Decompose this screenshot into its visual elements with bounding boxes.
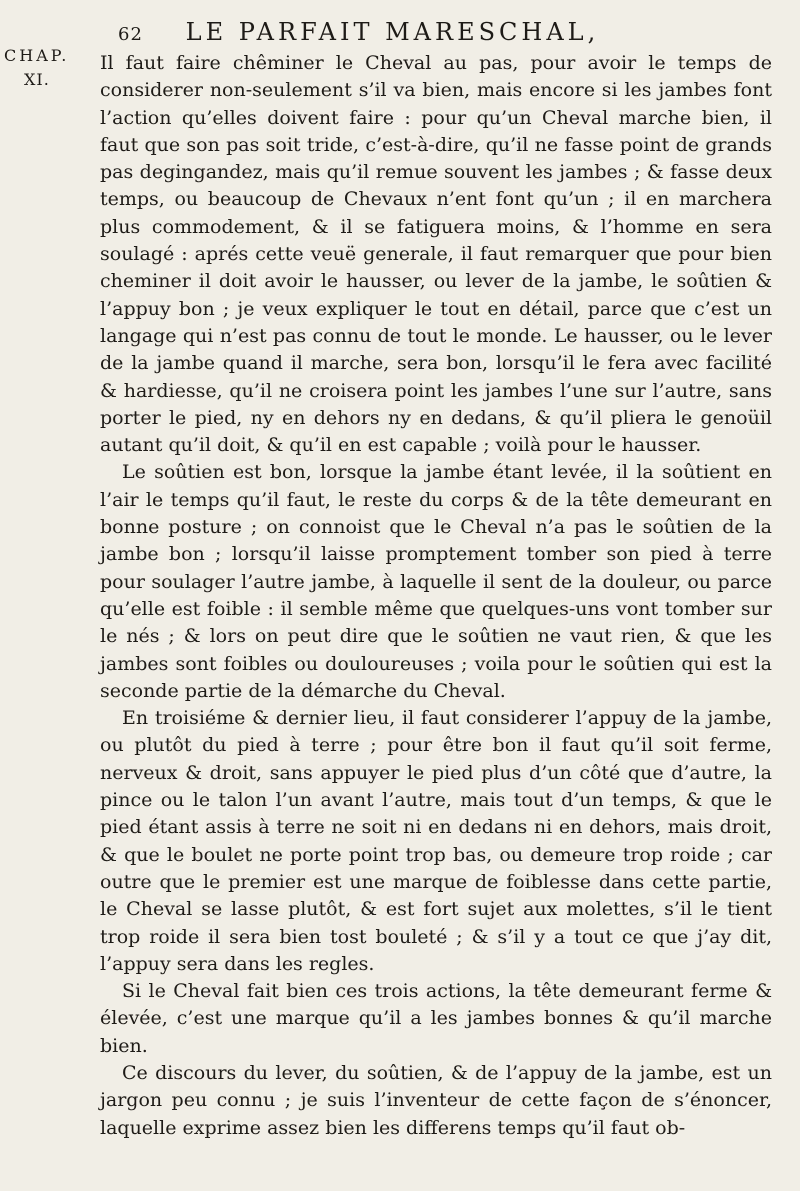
- paragraph: Il faut faire chêminer le Cheval au pas, pour avoir le temps de considerer non-seulement s’il va bien, mais encore si les jambes font l’action qu’elles doivent faire : pour qu’un Cheval marche bien, il faut que son pas soit tride, c’est-à-dire, qu’il ne fasse point de grands pas degingandez, mais qu’il remue souvent les jambes ; & fasse deux temps, ou beaucoup de Chevaux n’ent font qu’un ; il en marchera plus commodement, & il se fatiguera moins, & l’homme en sera soulagé : aprés cette veuë generale, il faut remarquer que pour bien cheminer il doit avoir le hausser, ou lever de la jambe, le soûtien & l’appuy bon ; je veux expliquer le tout en détail, parce que c’est un langage qui n’est pas connu de tout le monde. Le hausser, ou le lever de la jambe quand il marche, sera bon, lorsqu’il le fera avec facilité & hardiesse, qu’il ne croisera point les jambes l’une sur l’autre, sans porter le pied, ny en dehors ny en dedans, & qu’il pliera le genoüil autant qu’il doit, & qu’il en est capable ; voilà pour le hausser.: [100, 52, 772, 457]
- paragraph: Si le Cheval fait bien ces trois actions, la tête demeurant ferme & élevée, c’est une marque qu’il a les jambes bonnes & qu’il marche bien.: [100, 980, 772, 1057]
- paragraph: Ce discours du lever, du soûtien, & de l’appuy de la jambe, est un jargon peu connu ; je suis l’inventeur de cette façon de s’énoncer, laquelle exprime assez bien les differens temps qu’il faut ob-: [100, 1061, 772, 1139]
- margin-chapter-number: XI.: [24, 70, 50, 89]
- margin-chapter: CHAP.: [4, 46, 70, 65]
- paragraph: Le soûtien est bon, lorsque la jambe étant levée, il la soûtient en l’air le temps qu’il faut, le reste du corps & de la tête demeurant en bonne posture ; on connoist que le Cheval n’a pas le soûtien de la jambe bon ; lorsqu’il laisse promptement tomber son pied à terre pour soulager l’autre jambe, à laquelle il sent de la douleur, ou parce qu’elle est foible : il semble même que quelques-uns vont tomber sur le nés ; & lors on peut dire que le soûtien ne vaut rien, & que les jambes sont foibles ou douloureuses ; voila pour le soûtien qui est la seconde partie de la démarche du Cheval.: [100, 461, 772, 702]
- paragraph: En troisiéme & dernier lieu, il faut considerer l’appuy de la jambe, ou plutôt du pied à terre ; pour être bon il faut qu’il soit ferme, nerveux & droit, sans appuyer le pied plus d’un côté que d’autre, la pince ou le talon l’un avant l’autre, mais tout d’un temps, & que le pied étant assis à terre ne soit ni en dedans ni en dehors, mais droit, & que le boulet ne porte point trop bas, ou demeure trop roide ; car outre que le premier est une marque de foiblesse dans cette partie, le Cheval se lasse plutôt, & est fort sujet aux molettes, s’il le tient trop roide il sera bien tost bouleté ; & s’il y a tout ce que j’ay dit, l’appuy sera dans les regles.: [100, 707, 772, 975]
- running-head: LE PARFAIT MARESCHAL,: [185, 18, 600, 46]
- body-text: [100, 50, 772, 1142]
- margin-note: [4, 44, 84, 92]
- page-number: 62: [118, 24, 143, 45]
- page-header: [118, 18, 798, 46]
